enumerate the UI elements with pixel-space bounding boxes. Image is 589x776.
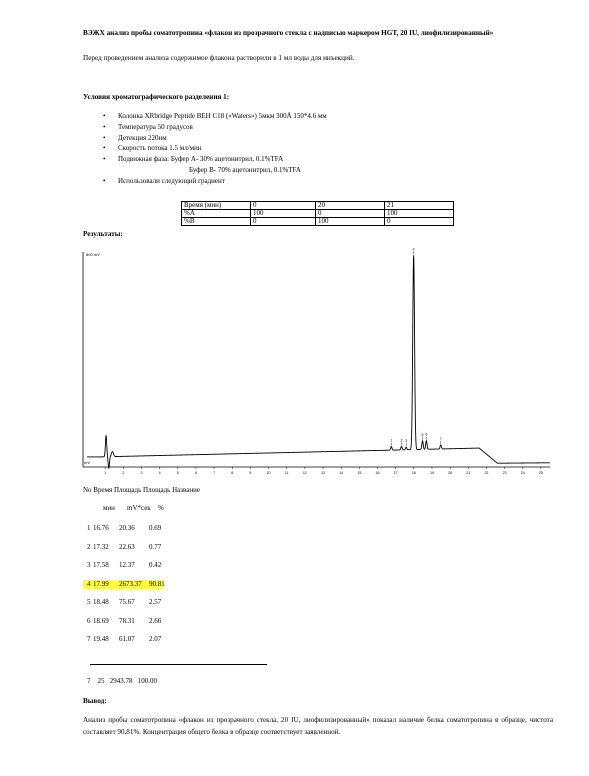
condition-sub-item: Буфер В- 70% ацетонитрил, 0.1%TFA (189, 165, 301, 174)
bullet-icon: • (103, 144, 106, 153)
table-cell: 2.07 (149, 635, 162, 643)
table-cell: 90.81 (149, 579, 165, 588)
peak-table-header: No Время Площадь Площадь Название (83, 486, 200, 494)
gradient-row (182, 218, 454, 226)
peak-label: 3 (405, 439, 408, 444)
document-title: ВЭЖХ анализ пробы соматотропина «флакон из прозрачного стекла с надписью маркером HGT, 20 IU, лиофилизированный» (83, 29, 494, 37)
x-tick-label: 15 (357, 471, 362, 475)
condition-item: • Детекция 220нм (103, 133, 167, 142)
gradient-table (181, 201, 454, 226)
conclusion-text: Анализ пробы соматотропина «флакон из прозрачного стекла, 20 IU, лиофилизированный» показал наличие белка соматотропина в образце, чистота составляет 90,81%. Концентрация общего белка в образце соответствует заявленной. (83, 716, 553, 736)
table-cell: 12.37 (119, 561, 135, 569)
table-cell: 16.76 (93, 524, 109, 532)
table-cell: 17.32 (93, 542, 109, 551)
unit-time: мин (103, 504, 115, 512)
conclusion-title: Вывод: (83, 697, 107, 705)
table-cell: 75.67 (119, 598, 135, 606)
table-cell: 0.69 (149, 524, 162, 532)
x-tick-label: 16 (375, 471, 380, 475)
table-cell: 2.57 (149, 598, 162, 606)
gradient-cell: 0 (251, 218, 316, 226)
x-tick-label: 12 (302, 471, 307, 475)
x-tick-label: 22 (484, 471, 489, 475)
x-tick-label: 11 (284, 471, 289, 475)
table-cell: 3 (87, 561, 91, 569)
gradient-cell: 0 (385, 218, 454, 226)
table-cell: 6 (87, 616, 91, 625)
x-tick-label: 24 (520, 471, 525, 475)
unit-percent: % (158, 504, 164, 512)
condition-item: • Использовали следующий градиент (103, 176, 225, 185)
table-cell: 18.48 (93, 598, 109, 606)
table-cell: 2.66 (149, 616, 162, 625)
condition-item: • Колонка XRbridge Peptide BEH C18 («Waters») 5мкм 300Å 150*4.6 мм (103, 112, 327, 120)
bullet-icon: • (103, 176, 106, 185)
bullet-icon: • (103, 155, 106, 164)
total-row: 7 25 2943.78 100.00 (87, 677, 157, 685)
x-tick-label: 5 (176, 471, 179, 475)
gradient-cell: Время (мин) (182, 202, 251, 210)
y-top-label: 800 mV (86, 252, 100, 257)
peak-label: 7 (439, 436, 442, 441)
table-cell: 18.69 (93, 616, 109, 625)
gradient-cell: 100 (316, 218, 385, 226)
gradient-cell: %A (182, 210, 251, 218)
x-tick-label: 7 (213, 471, 216, 475)
peak-label: 2 (400, 438, 403, 443)
gradient-cell: 0 (251, 202, 316, 210)
x-tick-label: 8 (231, 471, 234, 475)
table-cell: 5 (87, 598, 91, 606)
y-bottom-label: mV (84, 460, 90, 465)
x-tick-label: 13 (321, 471, 326, 475)
gradient-cell: 21 (385, 202, 454, 210)
conditions-list (83, 111, 327, 187)
gradient-cell: 100 (251, 210, 316, 218)
x-tick-label: 20 (448, 471, 453, 475)
x-tick-label: 23 (502, 471, 507, 475)
x-tick-label: 4 (158, 471, 161, 475)
x-tick-label: 3 (140, 471, 143, 475)
table-cell: 61.07 (119, 635, 135, 643)
x-tick-label: 9 (249, 471, 252, 475)
peak-label: 4 (412, 247, 415, 252)
divider (90, 664, 267, 665)
unit-area: mV*сек (127, 504, 151, 512)
table-cell: 1 (87, 524, 91, 532)
x-tick-label: 21 (466, 471, 471, 475)
table-cell: 7 (87, 635, 91, 643)
table-cell: 2673.37 (119, 579, 142, 588)
x-tick-label: 14 (339, 471, 344, 475)
table-cell: 0.42 (149, 561, 162, 569)
table-cell: 17.58 (93, 561, 109, 569)
x-tick-label: 17 (393, 471, 398, 475)
x-tick-label: 19 (429, 471, 434, 475)
peak-label: 6 (425, 432, 428, 437)
x-tick-label: 1 (104, 471, 107, 475)
x-tick-label: 18 (411, 471, 416, 475)
intro-text: Перед проведением анализа содержимое флакона растворили в 1 мл воды для инъекций. (83, 54, 355, 62)
condition-item: • Температура 50 градусов (103, 122, 193, 131)
conditions-title: Условия хроматографического разделения 1: (83, 93, 230, 101)
table-cell: 22.63 (119, 542, 135, 551)
x-tick-label: 10 (266, 471, 271, 475)
peak-label: 1 (390, 438, 393, 443)
peak-label: 5 (421, 432, 424, 437)
results-label: Результаты: (83, 230, 123, 238)
table-cell: 0.77 (149, 542, 162, 551)
chromatogram-chart (82, 247, 552, 477)
x-tick-label: 6 (194, 471, 197, 475)
gradient-cell: 20 (316, 202, 385, 210)
condition-item: • Подвижная фаза: Буфер А- 30% ацетонитрил, 0.1%TFA (103, 155, 284, 164)
gradient-cell: %B (182, 218, 251, 226)
chromatogram-trace (87, 255, 550, 468)
bullet-icon: • (103, 122, 106, 131)
table-cell: 4 (87, 579, 91, 588)
table-cell: 17.99 (93, 579, 109, 588)
gradient-cell: 0 (316, 210, 385, 218)
table-row (83, 580, 163, 589)
table-cell: 19.48 (93, 635, 109, 643)
table-cell: 20.36 (119, 524, 135, 532)
condition-item: • Скорость потока 1.5 мл/мин (103, 144, 202, 153)
gradient-cell: 100 (385, 210, 454, 218)
bullet-icon: • (103, 133, 106, 142)
table-cell: 78.31 (119, 616, 135, 625)
x-tick-label: 25 (538, 471, 543, 475)
bullet-icon: • (103, 112, 106, 120)
x-tick-label: 2 (122, 471, 125, 475)
table-cell: 2 (87, 542, 91, 551)
